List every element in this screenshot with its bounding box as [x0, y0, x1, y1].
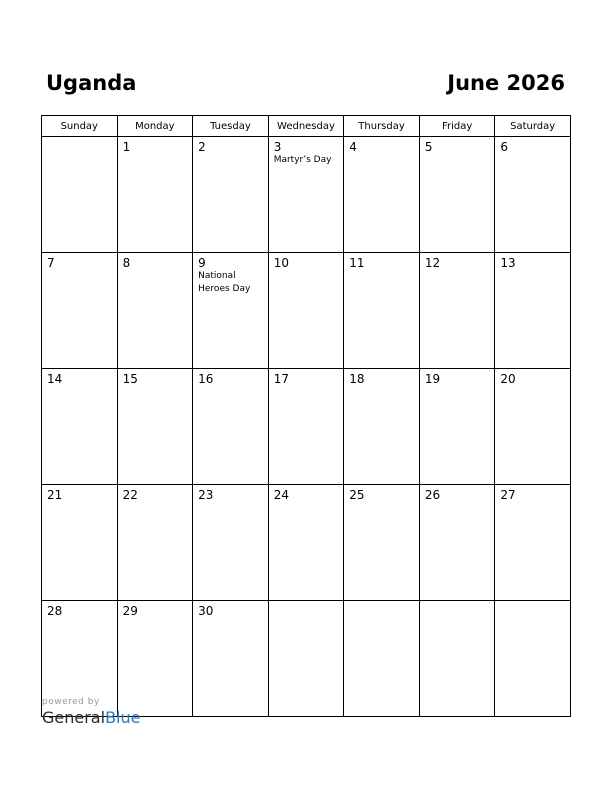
day-cell	[193, 485, 269, 601]
day-number: 21	[47, 488, 63, 502]
weekday-header: Saturday	[495, 116, 571, 137]
weekday-header-row	[42, 116, 571, 137]
weekday-header: Thursday	[344, 116, 420, 137]
footer-branding	[42, 697, 140, 728]
day-cell	[117, 137, 193, 253]
day-number: 7	[47, 256, 55, 270]
day-cell	[495, 253, 571, 369]
day-cell	[193, 137, 269, 253]
day-cell	[419, 369, 495, 485]
week-row	[42, 137, 571, 253]
day-cell	[419, 485, 495, 601]
day-cell	[344, 137, 420, 253]
holiday-label: National Heroes Day	[198, 271, 251, 294]
weekday-header: Sunday	[42, 116, 118, 137]
day-cell	[193, 601, 269, 717]
day-cell	[344, 369, 420, 485]
brand-blue-text: Blue	[105, 708, 141, 727]
day-cell	[344, 253, 420, 369]
day-cell	[42, 369, 118, 485]
week-row	[42, 369, 571, 485]
day-cell	[117, 485, 193, 601]
day-number: 29	[122, 604, 138, 618]
day-cell	[268, 137, 344, 253]
holiday-label: Martyr’s Day	[273, 155, 332, 165]
day-number: 4	[349, 140, 357, 154]
weekday-header: Tuesday	[193, 116, 269, 137]
week-row	[42, 253, 571, 369]
day-number: 2	[198, 140, 206, 154]
day-number: 19	[424, 372, 441, 386]
calendar-country-title: Uganda	[46, 71, 137, 95]
day-cell	[42, 485, 118, 601]
day-cell	[42, 253, 118, 369]
day-number: 6	[500, 140, 509, 154]
day-number: 30	[198, 604, 214, 618]
day-number: 26	[424, 488, 441, 502]
day-cell	[495, 137, 571, 253]
day-cell	[42, 137, 118, 253]
day-number: 1	[122, 140, 131, 154]
powered-by-text: powered by	[42, 697, 100, 707]
day-number: 8	[122, 256, 131, 270]
day-cell	[495, 601, 571, 717]
day-cell	[117, 369, 193, 485]
day-cell	[193, 253, 269, 369]
weekday-header: Friday	[419, 116, 495, 137]
day-number: 28	[47, 604, 63, 618]
day-number: 9	[198, 256, 206, 270]
day-number: 27	[500, 488, 516, 502]
day-number: 22	[122, 488, 138, 502]
day-cell	[268, 369, 344, 485]
day-cell	[268, 601, 344, 717]
day-number: 3	[273, 140, 282, 154]
day-cell	[193, 369, 269, 485]
day-number: 12	[424, 256, 441, 270]
day-number: 24	[273, 488, 289, 502]
calendar-month-title: June 2026	[447, 71, 565, 95]
generalblue-logo[interactable]	[42, 708, 140, 728]
day-number: 18	[349, 372, 365, 386]
weekday-header: Wednesday	[268, 116, 344, 137]
day-cell	[268, 253, 344, 369]
brand-general-text: General	[42, 708, 106, 727]
day-cell	[495, 485, 571, 601]
day-cell	[117, 253, 193, 369]
day-number: 16	[198, 372, 214, 386]
week-row	[42, 485, 571, 601]
day-number: 20	[500, 372, 516, 386]
calendar-grid	[41, 115, 571, 717]
day-cell	[419, 601, 495, 717]
day-number: 15	[122, 372, 138, 386]
day-number: 17	[273, 372, 289, 386]
day-number: 11	[349, 256, 365, 270]
day-number: 5	[424, 140, 433, 154]
day-cell	[344, 601, 420, 717]
day-cell	[419, 253, 495, 369]
day-cell	[495, 369, 571, 485]
day-number: 10	[273, 256, 289, 270]
day-cell	[344, 485, 420, 601]
day-number: 13	[500, 256, 516, 270]
day-cell	[419, 137, 495, 253]
day-number: 23	[198, 488, 214, 502]
day-number: 14	[47, 372, 63, 386]
day-cell	[268, 485, 344, 601]
weekday-header: Monday	[117, 116, 193, 137]
day-number: 25	[349, 488, 365, 502]
